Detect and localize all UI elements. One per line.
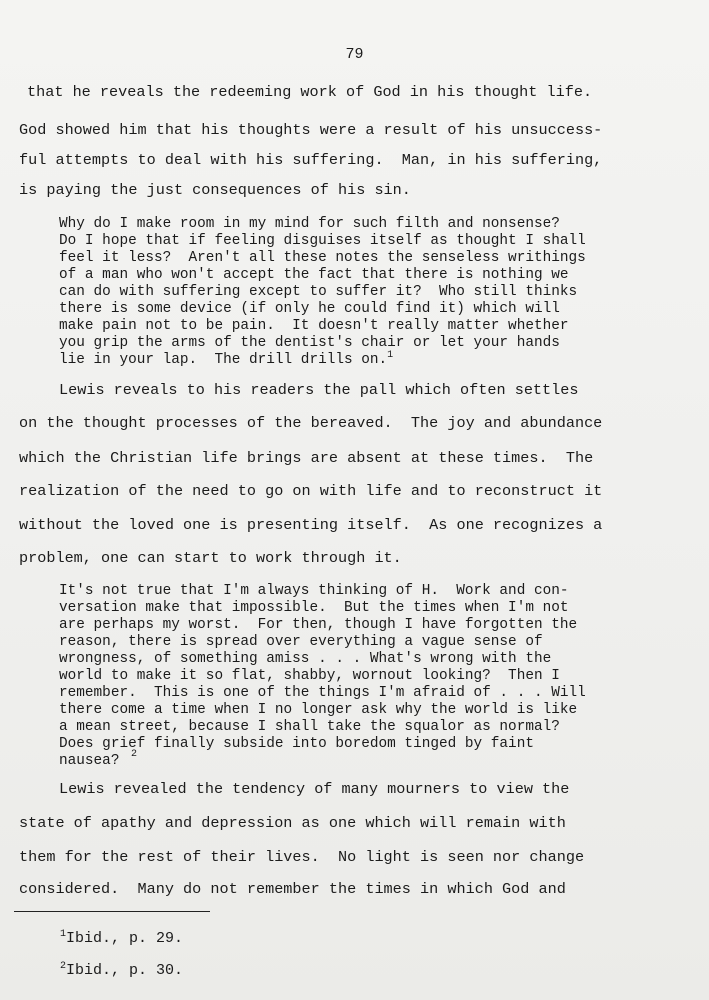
quote-line: versation make that impossible. But the times when I'm not xyxy=(59,600,569,616)
quote-line: remember. This is one of the things I'm afraid of . . . Will xyxy=(59,685,586,701)
text-line: Lewis revealed the tendency of many mourners to view the xyxy=(59,780,570,798)
quote-line: can do with suffering except to suffer it? Who still thinks xyxy=(59,284,578,300)
quote-line: reason, there is spread over everything a vague sense of xyxy=(59,634,543,650)
page-number: 79 xyxy=(345,46,364,63)
text-line: on the thought processes of the bereaved. The joy and abundance xyxy=(19,414,603,432)
quote-line: wrongness, of something amiss . . . What's wrong with the xyxy=(59,651,552,667)
text-line: without the loved one is presenting itself. As one recognizes a xyxy=(19,516,603,534)
footnote-ref: 1 xyxy=(387,350,394,362)
footnote-mark: 1 xyxy=(60,929,67,940)
quote-line: nausea? xyxy=(59,753,120,769)
quote-line: are perhaps my worst. For then, though I have forgotten the xyxy=(59,617,578,633)
text-line: which the Christian life brings are absent at these times. The xyxy=(19,449,594,467)
quote-line: there is some device (if only he could find it) which will xyxy=(59,301,560,317)
text-line: Lewis reveals to his readers the pall which often settles xyxy=(59,381,579,399)
footnote-text: Ibid., p. 29. xyxy=(66,930,184,947)
quote-line xyxy=(59,352,393,369)
quote-line: Does grief finally subside into boredom tinged by faint xyxy=(59,736,534,752)
quote-line: Why do I make room in my mind for such filth and nonsense? xyxy=(59,216,560,232)
quote-line-text: lie in your lap. The drill drills on. xyxy=(59,352,388,368)
text-line: considered. Many do not remember the times in which God and xyxy=(19,880,566,898)
quote-line: there come a time when I no longer ask why the world is like xyxy=(59,702,578,718)
text-line: ful attempts to deal with his suffering. Man, in his suffering, xyxy=(19,151,603,169)
footnote-ref-2 xyxy=(131,751,137,768)
quote-line: make pain not to be pain. It doesn't really matter whether xyxy=(59,318,569,334)
quote-line: of a man who won't accept the fact that there is nothing we xyxy=(59,267,569,283)
text-line: God showed him that his thoughts were a result of his unsuccess- xyxy=(19,121,603,139)
footnote-1 xyxy=(60,930,183,947)
footnote-mark: 2 xyxy=(60,961,67,972)
quote-line: Do I hope that if feeling disguises itself as thought I shall xyxy=(59,233,586,249)
quote-line: a mean street, because I shall take the squalor as normal? xyxy=(59,719,560,735)
text-line: them for the rest of their lives. No light is seen nor change xyxy=(19,848,585,866)
quote-line: you grip the arms of the dentist's chair or let your hands xyxy=(59,335,560,351)
quote-line: feel it less? Aren't all these notes the senseless writhings xyxy=(59,250,586,266)
footnote-2 xyxy=(60,962,183,979)
text-line: is paying the just consequences of his sin. xyxy=(19,181,411,199)
text-line: that he reveals the redeeming work of God in his thought life. xyxy=(27,83,593,101)
quote-line: world to make it so flat, shabby, wornout looking? Then I xyxy=(59,668,560,684)
text-line: state of apathy and depression as one which will remain with xyxy=(19,814,566,832)
text-line: problem, one can start to work through it. xyxy=(19,549,402,567)
text-line: realization of the need to go on with life and to reconstruct it xyxy=(19,482,603,500)
quote-line: It's not true that I'm always thinking of H. Work and con- xyxy=(59,583,569,599)
footnote-divider xyxy=(14,911,210,912)
footnote-text: Ibid., p. 30. xyxy=(66,962,184,979)
footnote-ref: 2 xyxy=(131,749,138,761)
